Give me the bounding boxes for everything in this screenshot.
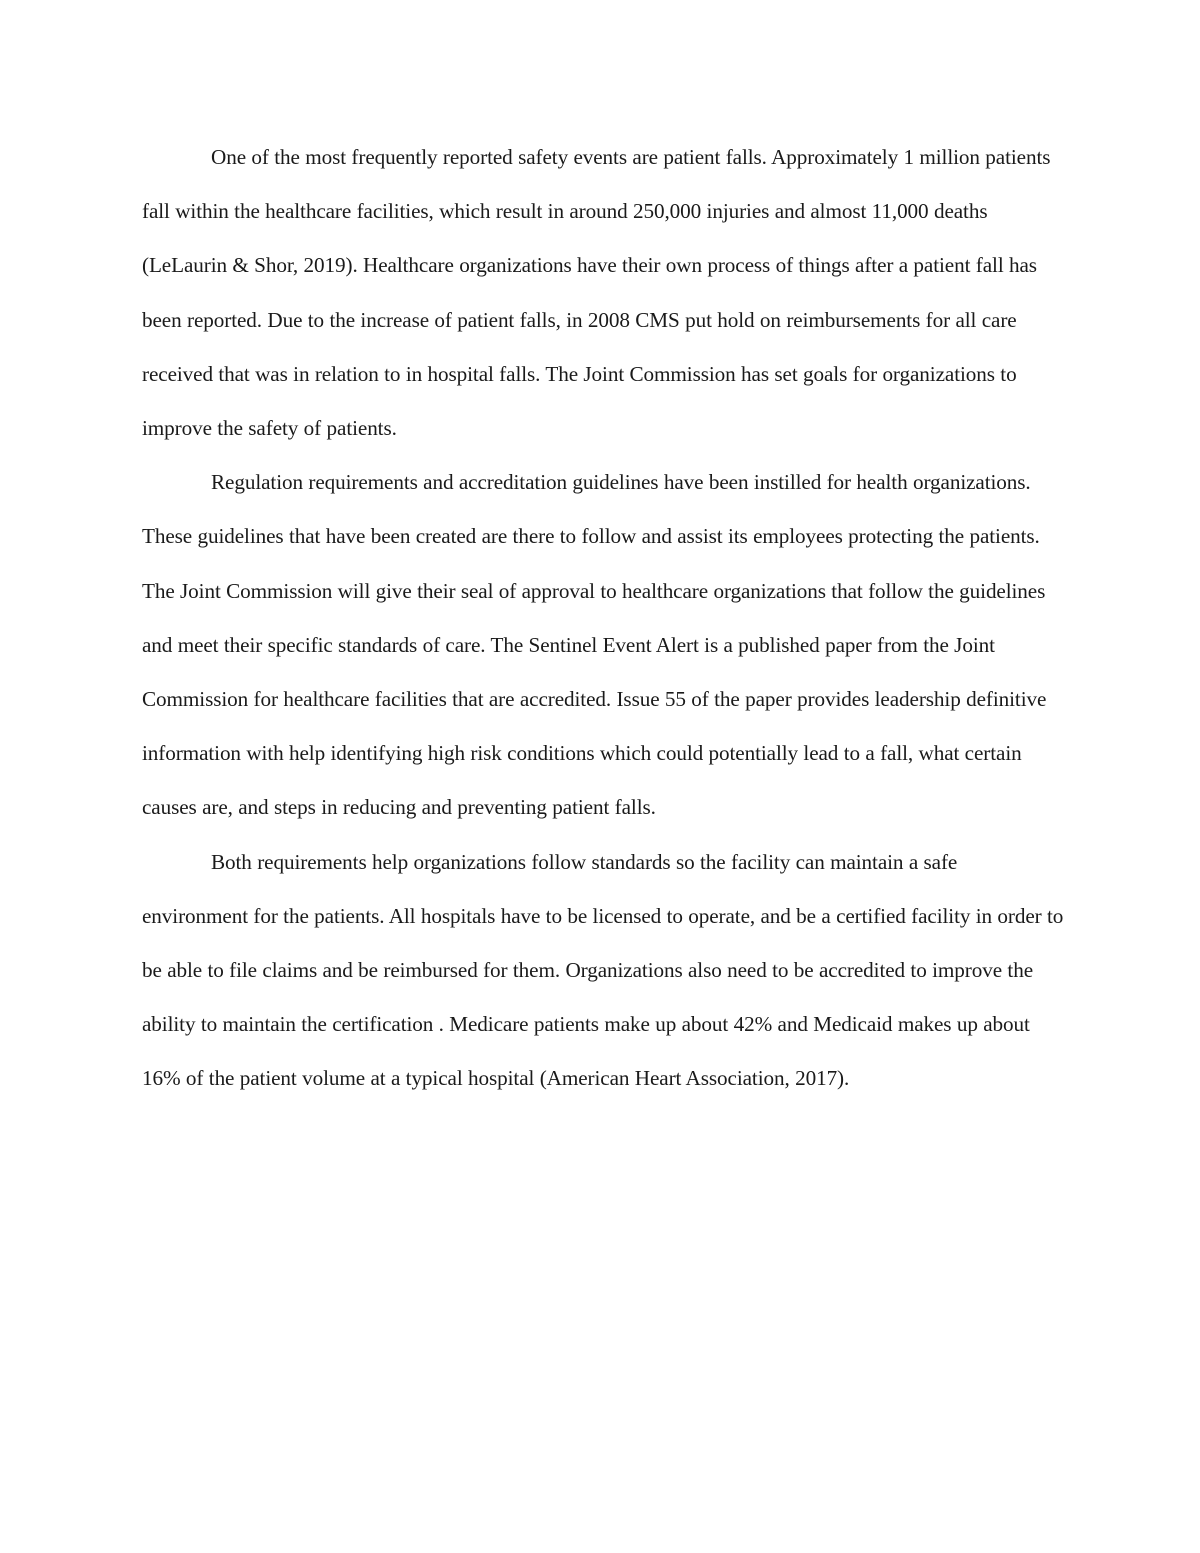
paragraph-patient-falls: One of the most frequently reported safety events are patient falls. Approximately 1 million patients fall within the healthcare facilities, which result in around 250,000 injuries and almost 11,000 deaths (LeLaurin & Shor, 2019). Healthcare organizations have their own process of things after a patient fall has been reported. Due to the increase of patient falls, in 2008 CMS put hold on reimbursements for all care received that was in relation to in hospital falls. The Joint Commission has set goals for organizations to improve the safety of patients. <box>142 145 1051 441</box>
paragraph-both-requirements: Both requirements help organizations follow standards so the facility can maintain a safe environment for the patients. All hospitals have to be licensed to operate, and be a certified facility in order to be able to file claims and be reimbursed for them. Organizations also need to be accredited to improve the ability to maintain the certification . Medicare patients make up about 42% and Medicaid makes up about 16% of the patient volume at a typical hospital (American Heart Association, 2017). <box>142 849 1064 1091</box>
document-body <box>142 130 1064 1106</box>
paragraph-regulation-requirements: Regulation requirements and accreditation guidelines have been instilled for health organizations. These guidelines that have been created are there to follow and assist its employees protecting the patients. The Joint Commission will give their seal of approval to healthcare organizations that follow the guidelines and meet their specific standards of care. The Sentinel Event Alert is a published paper from the Joint Commission for healthcare facilities that are accredited. Issue 55 of the paper provides leadership definitive information with help identifying high risk conditions which could potentially lead to a fall, what certain causes are, and steps in reducing and preventing patient falls. <box>142 470 1047 820</box>
